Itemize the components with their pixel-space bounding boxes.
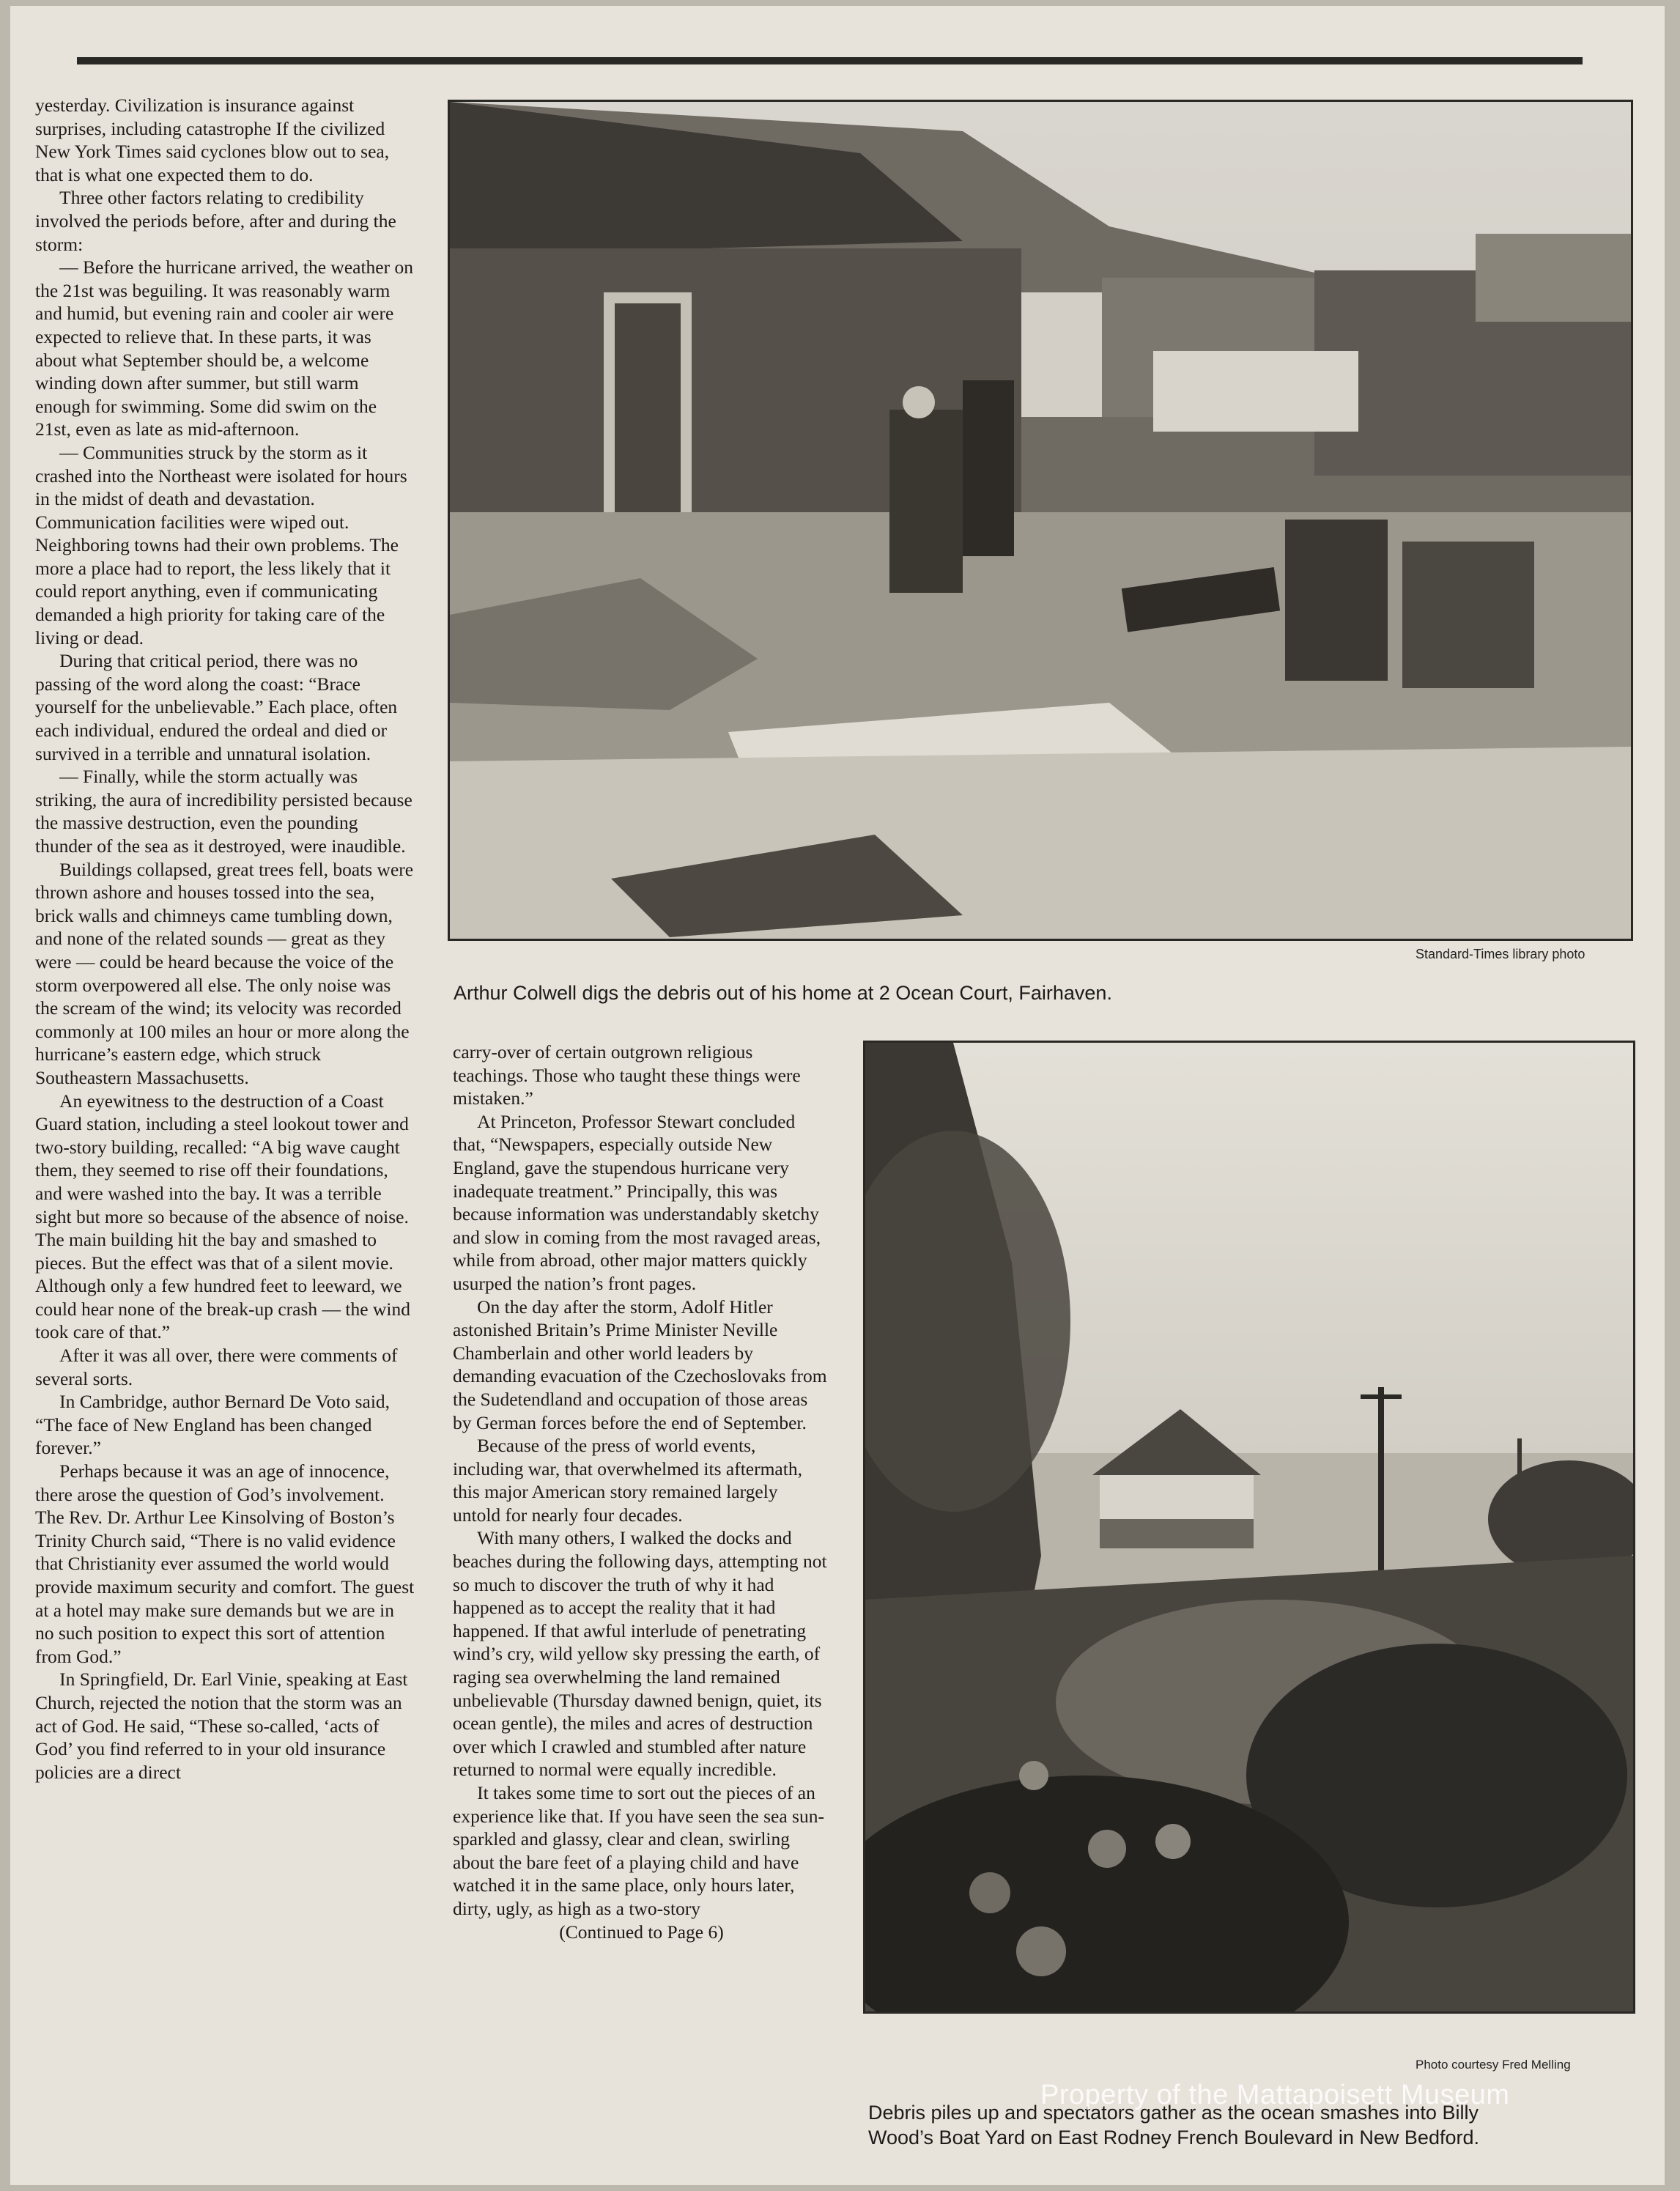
paragraph: During that critical period, there was no passing of the word along the coast: “Brace yourself for the unbelievable.” Each place, often each individual, endured the ordeal and died or survived in a terrible and unnatural isolation. <box>35 650 398 764</box>
article-column-1 <box>35 94 416 1784</box>
paragraph: At Princeton, Professor Stewart concluded that, “Newspapers, especially outside New England, gave the stupendous hurricane very inadequate treatment.” Principally, this was because information was understandably sketchy and slow in coming from the most ravaged areas, while from abroad, other major matters quickly usurped the nation’s front pages. <box>453 1110 821 1294</box>
paragraph: In Springfield, Dr. Earl Vinie, speaking at East Church, rejected the notion that the storm was an act of God. He said, “These so-called, ‘acts of God’ you find referred to in your old insurance policies are a direct <box>35 1669 408 1783</box>
paragraph: With many others, I walked the docks and beaches during the following days, attempting not so much to discover the truth of why it had happened as to accept the reality that it had happened. If that awful interlude of penetrating wind’s cry, wild yellow sky pressing the earth, of raging sea overwhelming the land remained unbelievable (Thursday dawned benign, quiet, its ocean gentle), the miles and acres of destruction over which I crawled and stumbled after nature returned to normal were equally incredible. <box>453 1527 827 1781</box>
paragraph: — Communities struck by the storm as it crashed into the Northeast were isolated for hours in the midst of death and devastation. Communication facilities were wiped out. Neighboring towns had their own problems. The more a place had to report, the less likely that it could report anything, even if communicating demanded a high priority for taking care of the living or dead. <box>35 441 407 649</box>
paragraph: — Before the hurricane arrived, the weather on the 21st was beguiling. It was reasonably warm and humid, but evening rain and cooler air were expected to relieve that. In these parts, it was about what September should be, a welcome winding down after summer, but still warm enough for swimming. Some did swim on the 21st, even as late as mid-afternoon. <box>35 256 413 440</box>
paragraph: After it was all over, there were comments of several sorts. <box>35 1345 398 1389</box>
photo-credit: Standard-Times library photo <box>1416 947 1585 961</box>
paragraph: Buildings collapsed, great trees fell, boats were thrown ashore and houses tossed into the sea, brick walls and chimneys came tumbling down, and none of the related sounds — great as they were — could be heard because the voice of the storm overpowered all else. The only noise was the scream of the wind; its velocity was recorded commonly at 100 miles an hour or more along the hurricane’s eastern edge, which struck Southeastern Massachusetts. <box>35 858 414 1088</box>
museum-watermark: Property of the Mattapoisett Museum <box>1040 2080 1510 2110</box>
photo-boat-yard-storm <box>863 1041 1635 2014</box>
continued-note: (Continued to Page 6) <box>559 1921 724 1943</box>
paragraph: Because of the press of world events, including war, that overwhelmed its aftermath, this major American story remained largely untold for nearly four decades. <box>453 1435 802 1526</box>
paragraph: On the day after the storm, Adolf Hitler astonished Britain’s Prime Minister Neville Chamberlain and other world leaders by demanding evacuation of the Czechoslovaks from the Sudetendland and occupation of those areas by German forces before the end of September. <box>453 1296 827 1433</box>
paragraph: It takes some time to sort out the pieces of an experience like that. If you have seen the sea sun-sparkled and glassy, clear and clean, swirling about the bare feet of a playing child and have watched it in the same place, only hours later, dirty, ugly, as high as a two-story <box>453 1782 824 1919</box>
photo-credit: Photo courtesy Fred Melling <box>1416 2058 1571 2072</box>
paragraph: An eyewitness to the destruction of a Coast Guard station, including a steel lookout tower and two-story building, recalled: “A big wave caught them, they seemed to rise off their foundations, and were washed into the bay. It was a terrible sight but more so because of the absence of noise. The main building hit the bay and smashed to pieces. But the effect was that of a silent movie. Although only a few hundred feet to leeward, we could hear none of the break-up crash — the wind took care of that.” <box>35 1090 410 1343</box>
photo-caption: Arthur Colwell digs the debris out of his home at 2 Ocean Court, Fairhaven. <box>454 982 1112 1004</box>
top-rule <box>77 57 1583 64</box>
photo-boat-yard-storm-image <box>865 1043 1633 2011</box>
paragraph: Three other factors relating to credibility involved the periods before, after and during the storm: <box>35 187 396 255</box>
paragraph: Perhaps because it was an age of innocence, there arose the question of God’s involvement. The Rev. Dr. Arthur Lee Kinsolving of Boston’s Trinity Church said, “There is no valid evidence that Christianity ever assumed the world would provide maximum security and comfort. The guest at a hotel may make sure demands but we are in no such position to expect this sort of attention from God.” <box>35 1460 415 1667</box>
article-column-2 <box>453 1041 830 1943</box>
photo-damaged-houses <box>448 100 1633 941</box>
paragraph: carry-over of certain outgrown religious teachings. Those who taught these things were mistaken.” <box>453 1041 801 1109</box>
paragraph: yesterday. Civilization is insurance against surprises, including catastrophe If the civilized New York Times said cyclones blow out to sea, that is what one expected them to do. <box>35 95 390 185</box>
paragraph: In Cambridge, author Bernard De Voto said, “The face of New England has been changed forever.” <box>35 1391 391 1459</box>
paragraph: — Finally, while the storm actually was striking, the aura of incredibility persisted because the massive destruction, even the pounding thunder of the sea as it destroyed, were inaudible. <box>35 766 412 857</box>
photo-caption-line: Wood’s Boat Yard on East Rodney French Boulevard in New Bedford. <box>868 2127 1479 2148</box>
photo-damaged-houses-image <box>450 102 1631 939</box>
photo-caption-line: Debris piles up and spectators gather as the ocean smashes into Billy <box>868 2102 1479 2124</box>
